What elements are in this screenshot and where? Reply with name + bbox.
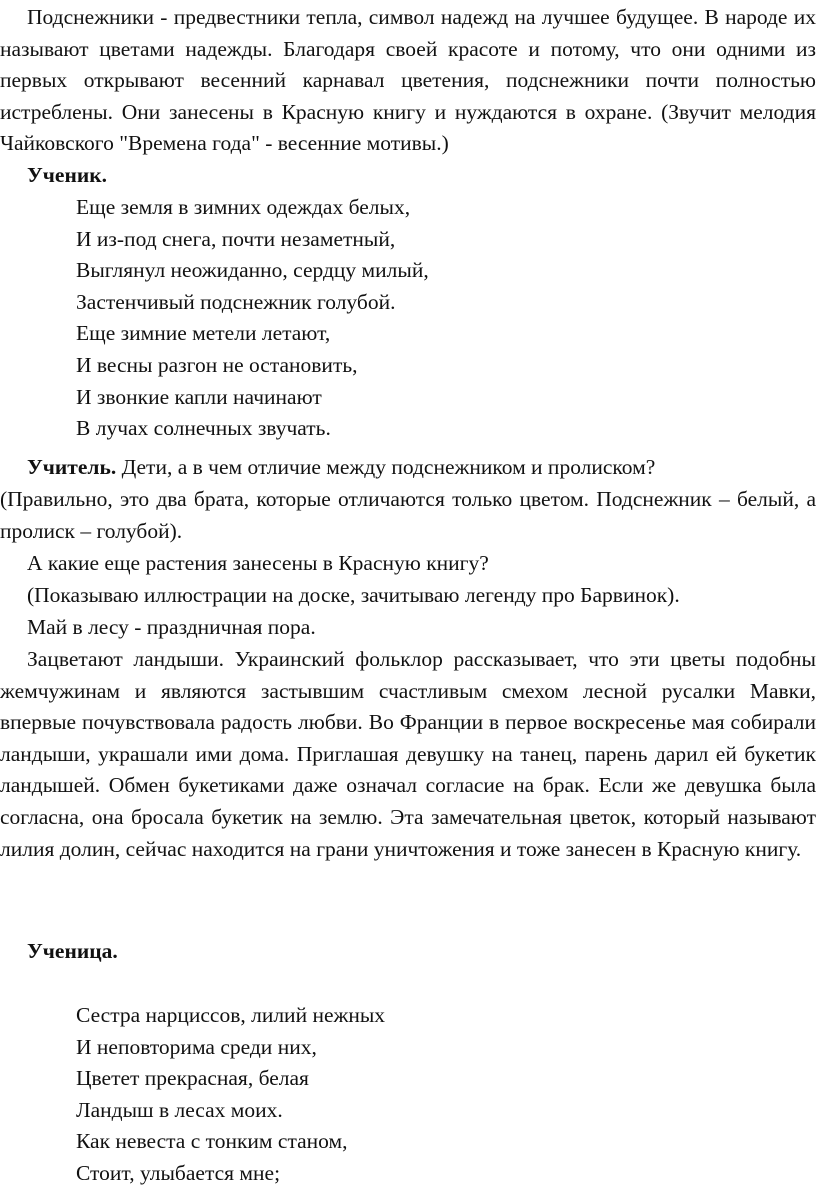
poem-line: Стоит, улыбается мне; (76, 1160, 281, 1185)
red-book-question: А какие еще растения занесены в Красную книгу? (27, 551, 489, 575)
student-label: Ученик. (27, 163, 107, 187)
teacher-question: Дети, а в чем отличие между подснежником и пролиском? (116, 455, 656, 479)
illustration-note: (Показываю иллюстрации на доске, зачитываю легенду про Барвинок). (27, 583, 680, 607)
lily-paragraph: Зацветают ландыши. Украинский фольклор рассказывает, что эти цветы подобны жемчужинам и являются застывшим счастливым смехом лесной русалки Мавки, впервые почувствовала радость любви. Во Франции в первое воскресенье мая собирали ландыши, украшали ими дома. Приглашая девушку на танец, парень дарил ей букетик ландышей. Обмен букетиками даже означал согласие на брак. Если же девушка была согласна, она бросала букетик на землю. Эта замечательная цветок, который называют лилия долин, сейчас находится на грани уничтожения и тоже занесен в Красную книгу. (0, 647, 816, 861)
poem-line: Ландыш в лесах моих. (76, 1097, 283, 1122)
teacher-answer: (Правильно, это два брата, которые отличаются только цветом. Подснежник – белый, а пролиск – голубой). (0, 487, 816, 543)
poem-line: Выглянул неожиданно, сердцу милый, (76, 258, 429, 283)
poem-line: И неповторима среди них, (76, 1034, 317, 1059)
poem-line: Еще земля в зимних одеждах белых, (76, 195, 411, 219)
poem-line: В лучах солнечных звучать. (76, 416, 331, 441)
poem-line: Сестра нарциссов, лилий нежных (76, 1003, 386, 1027)
poem-line: Еще зимние метели летают, (76, 321, 331, 346)
snowdrop-poem (76, 192, 429, 445)
intro-paragraph: Подснежники - предвестники тепла, символ надежд на лучшее будущее. В народе их называют цветами надежды. Благодаря своей красоте и потому, что они одними из первых открывают весенний карнавал цветения, подснежники почти полностью истреблены. Они занесены в Красную книгу и нуждаются в охране. (Звучит мелодия Чайковского "Времена года" - весенние мотивы.) (0, 5, 816, 156)
may-line: Май в лесу - праздничная пора. (27, 615, 316, 639)
lily-poem (76, 1000, 385, 1190)
poem-line: Цветет прекрасная, белая (76, 1066, 309, 1091)
poem-line: И из-под снега, почти незаметный, (76, 226, 396, 251)
poem-line: И весны разгон не остановить, (76, 352, 358, 377)
teacher-paragraph (0, 452, 816, 484)
poem-line: Застенчивый подснежник голубой. (76, 289, 396, 314)
poem-line: Как невеста с тонким станом, (76, 1129, 348, 1154)
teacher-label: Учитель. (27, 455, 117, 479)
poem-line: И звонкие капли начинают (76, 384, 322, 409)
student-girl-label: Ученица. (27, 939, 118, 963)
